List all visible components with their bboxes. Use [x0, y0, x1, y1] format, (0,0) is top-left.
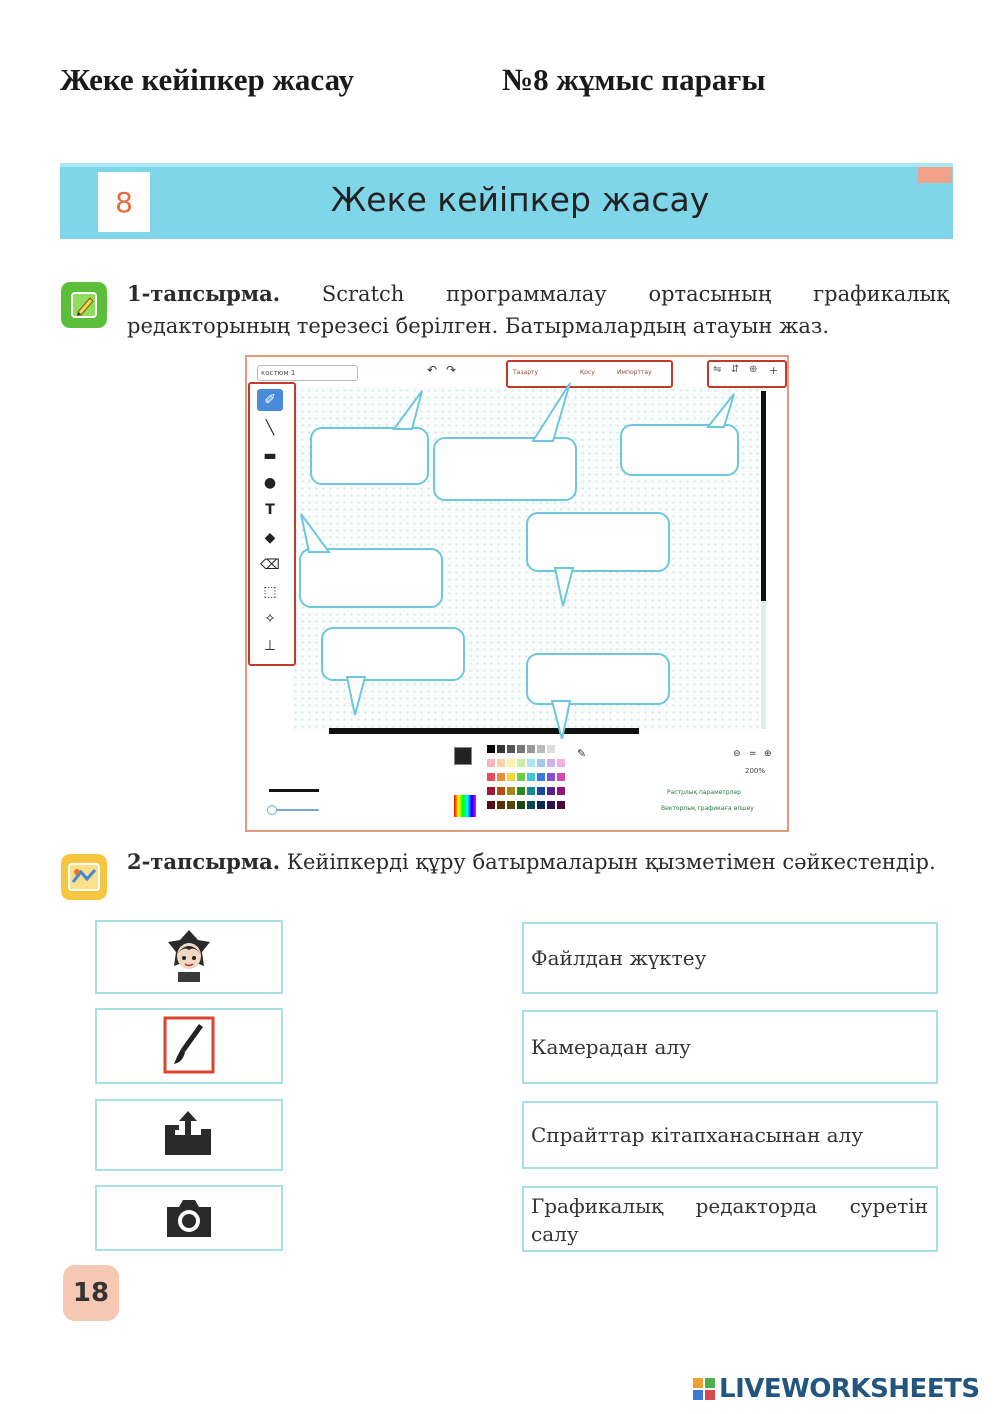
stamp-icon[interactable]: ⊥: [263, 638, 277, 654]
flip-horizontal-icon[interactable]: ⇋: [713, 364, 722, 375]
palette-swatch[interactable]: [497, 801, 505, 809]
answer-bubble-line-width[interactable]: [321, 627, 465, 681]
paintbrush-icon: [163, 1016, 215, 1074]
fill-icon[interactable]: ◆: [264, 530, 276, 546]
camera-icon: [163, 1197, 215, 1239]
rectangle-icon[interactable]: ▬: [263, 448, 277, 464]
task2-paragraph: [127, 846, 949, 878]
palette-swatch[interactable]: [507, 787, 515, 795]
palette-swatch[interactable]: [547, 773, 555, 781]
task1-paragraph: [127, 278, 949, 342]
palette-swatch[interactable]: [557, 801, 565, 809]
banner-ribbon: [918, 167, 952, 183]
eyedropper-icon[interactable]: ✎: [577, 747, 587, 760]
add-button[interactable]: Қосу: [580, 369, 595, 376]
palette-swatch[interactable]: [547, 759, 555, 767]
palette-swatch[interactable]: [497, 745, 505, 753]
costume-center-icon[interactable]: ⊕: [749, 364, 758, 375]
task1-label: 1-тапсырма.: [127, 281, 280, 306]
answer-bubble-top-buttons[interactable]: [433, 437, 577, 501]
slider-handle[interactable]: [267, 805, 277, 815]
task2-text: Кейіпкерді құру батырмаларын қызметімен сәйкестендір.: [286, 850, 936, 874]
palette-swatch[interactable]: [507, 801, 515, 809]
zoom-reset-icon[interactable]: =: [749, 749, 757, 759]
icon-box-sprite-library[interactable]: [95, 920, 283, 994]
palette-swatch[interactable]: [527, 801, 535, 809]
palette-swatch[interactable]: [507, 759, 515, 767]
liveworksheets-watermark: LIVEWORKSHEETS: [719, 1374, 980, 1404]
palette-swatch[interactable]: [527, 745, 535, 753]
palette-swatch[interactable]: [487, 759, 495, 767]
horizontal-scrollbar[interactable]: [329, 728, 639, 734]
ellipse-icon[interactable]: ●: [263, 475, 277, 491]
palette-swatch[interactable]: [497, 759, 505, 767]
palette-swatch[interactable]: [537, 787, 545, 795]
lesson-title: Жеке кейіпкер жасау: [330, 180, 710, 219]
lesson-number-badge: 8: [95, 169, 153, 235]
zoom-out-icon[interactable]: ⊖: [733, 749, 741, 759]
palette-swatch[interactable]: [557, 745, 565, 753]
undo-icon[interactable]: ↶: [427, 363, 438, 377]
description-file-upload: Файлдан жүктеу: [531, 946, 707, 970]
task2-label: 2-тапсырма.: [127, 849, 280, 874]
set-center-icon[interactable]: +: [769, 364, 779, 377]
sprite-library-icon: [164, 928, 214, 984]
palette-swatch[interactable]: [547, 801, 555, 809]
magic-wand-icon[interactable]: ✧: [264, 611, 276, 627]
palette-swatch[interactable]: [497, 773, 505, 781]
worksheet-title: Жеке кейіпкер жасау: [60, 62, 355, 97]
palette-swatch[interactable]: [507, 745, 515, 753]
answer-bubble-transform[interactable]: [620, 424, 739, 476]
palette-swatch[interactable]: [497, 787, 505, 795]
text-icon[interactable]: T: [265, 502, 275, 518]
description-box-2[interactable]: [522, 1010, 938, 1084]
foreground-color[interactable]: [454, 747, 472, 765]
palette-swatch[interactable]: [547, 787, 555, 795]
description-box-4[interactable]: [522, 1186, 938, 1252]
vector-mode-link[interactable]: Векторлық графикаға өлшеу: [661, 805, 754, 812]
answer-bubble-tools[interactable]: [299, 548, 443, 608]
clear-button[interactable]: Тазарту: [513, 369, 539, 376]
task1-text: Scratch программалау ортасының графикалық редакторының терезесі берілген. Батырмалардың атауын жаз.: [127, 282, 949, 338]
palette-swatch[interactable]: [487, 773, 495, 781]
palette-swatch[interactable]: [507, 773, 515, 781]
answer-bubble-palette[interactable]: [526, 653, 670, 705]
flip-vertical-icon[interactable]: ⇵: [731, 364, 740, 375]
color-spectrum[interactable]: [454, 795, 476, 817]
palette-swatch[interactable]: [517, 787, 525, 795]
raster-mode-link[interactable]: Растрлық параметрлер: [667, 789, 741, 796]
line-icon[interactable]: ╲: [265, 420, 275, 436]
matching-task-icon: [61, 854, 107, 900]
palette-swatch[interactable]: [557, 759, 565, 767]
vertical-scrollbar-track: [761, 601, 766, 729]
palette-swatch[interactable]: [517, 759, 525, 767]
costume-name-field[interactable]: костюм 1: [257, 365, 358, 381]
icon-box-camera[interactable]: [95, 1185, 283, 1251]
palette-swatch[interactable]: [557, 787, 565, 795]
description-box-3[interactable]: [522, 1101, 938, 1169]
icon-box-paintbrush[interactable]: [95, 1008, 283, 1084]
liveworksheets-logo-icon: [693, 1378, 715, 1400]
palette-swatch[interactable]: [537, 759, 545, 767]
palette-swatch[interactable]: [527, 759, 535, 767]
palette-swatch[interactable]: [537, 745, 545, 753]
palette-swatch[interactable]: [487, 787, 495, 795]
answer-bubble-canvas[interactable]: [526, 512, 670, 572]
palette-swatch[interactable]: [537, 773, 545, 781]
description-paint-editor: Графикалық редакторда суретін салу: [531, 1194, 928, 1246]
pencil-task-icon: [61, 282, 107, 328]
import-button[interactable]: Импорттау: [617, 369, 652, 376]
palette-swatch[interactable]: [537, 801, 545, 809]
description-sprite-library: Спрайттар кітапханасынан алу: [531, 1123, 864, 1147]
palette-swatch[interactable]: [487, 745, 495, 753]
palette-swatch[interactable]: [527, 787, 535, 795]
worksheet-number: №8 жұмыс парағы: [502, 62, 766, 97]
palette-swatch[interactable]: [557, 773, 565, 781]
color-palette: [487, 745, 573, 817]
upload-folder-icon: [161, 1109, 215, 1159]
answer-bubble-undo[interactable]: [310, 427, 429, 485]
palette-swatch[interactable]: [547, 745, 555, 753]
icon-box-upload[interactable]: [95, 1099, 283, 1171]
zoom-level: 200%: [745, 767, 766, 775]
description-camera: Камерадан алу: [531, 1035, 691, 1059]
zoom-in-icon[interactable]: ⊕: [764, 749, 772, 759]
palette-swatch[interactable]: [517, 745, 525, 753]
scratch-paint-editor: [245, 355, 789, 832]
palette-swatch[interactable]: [517, 773, 525, 781]
line-width-preview: [269, 789, 319, 792]
page-number: 18: [63, 1265, 119, 1321]
brush-icon[interactable]: ✐: [257, 389, 283, 411]
redo-icon[interactable]: ↷: [446, 363, 457, 377]
vertical-scrollbar[interactable]: [761, 391, 766, 601]
select-icon[interactable]: ⬚: [263, 584, 277, 600]
palette-swatch[interactable]: [527, 773, 535, 781]
palette-swatch[interactable]: [517, 801, 525, 809]
palette-swatch[interactable]: [487, 801, 495, 809]
description-box-1[interactable]: [522, 922, 938, 994]
eraser-icon[interactable]: ⌫: [260, 557, 280, 573]
